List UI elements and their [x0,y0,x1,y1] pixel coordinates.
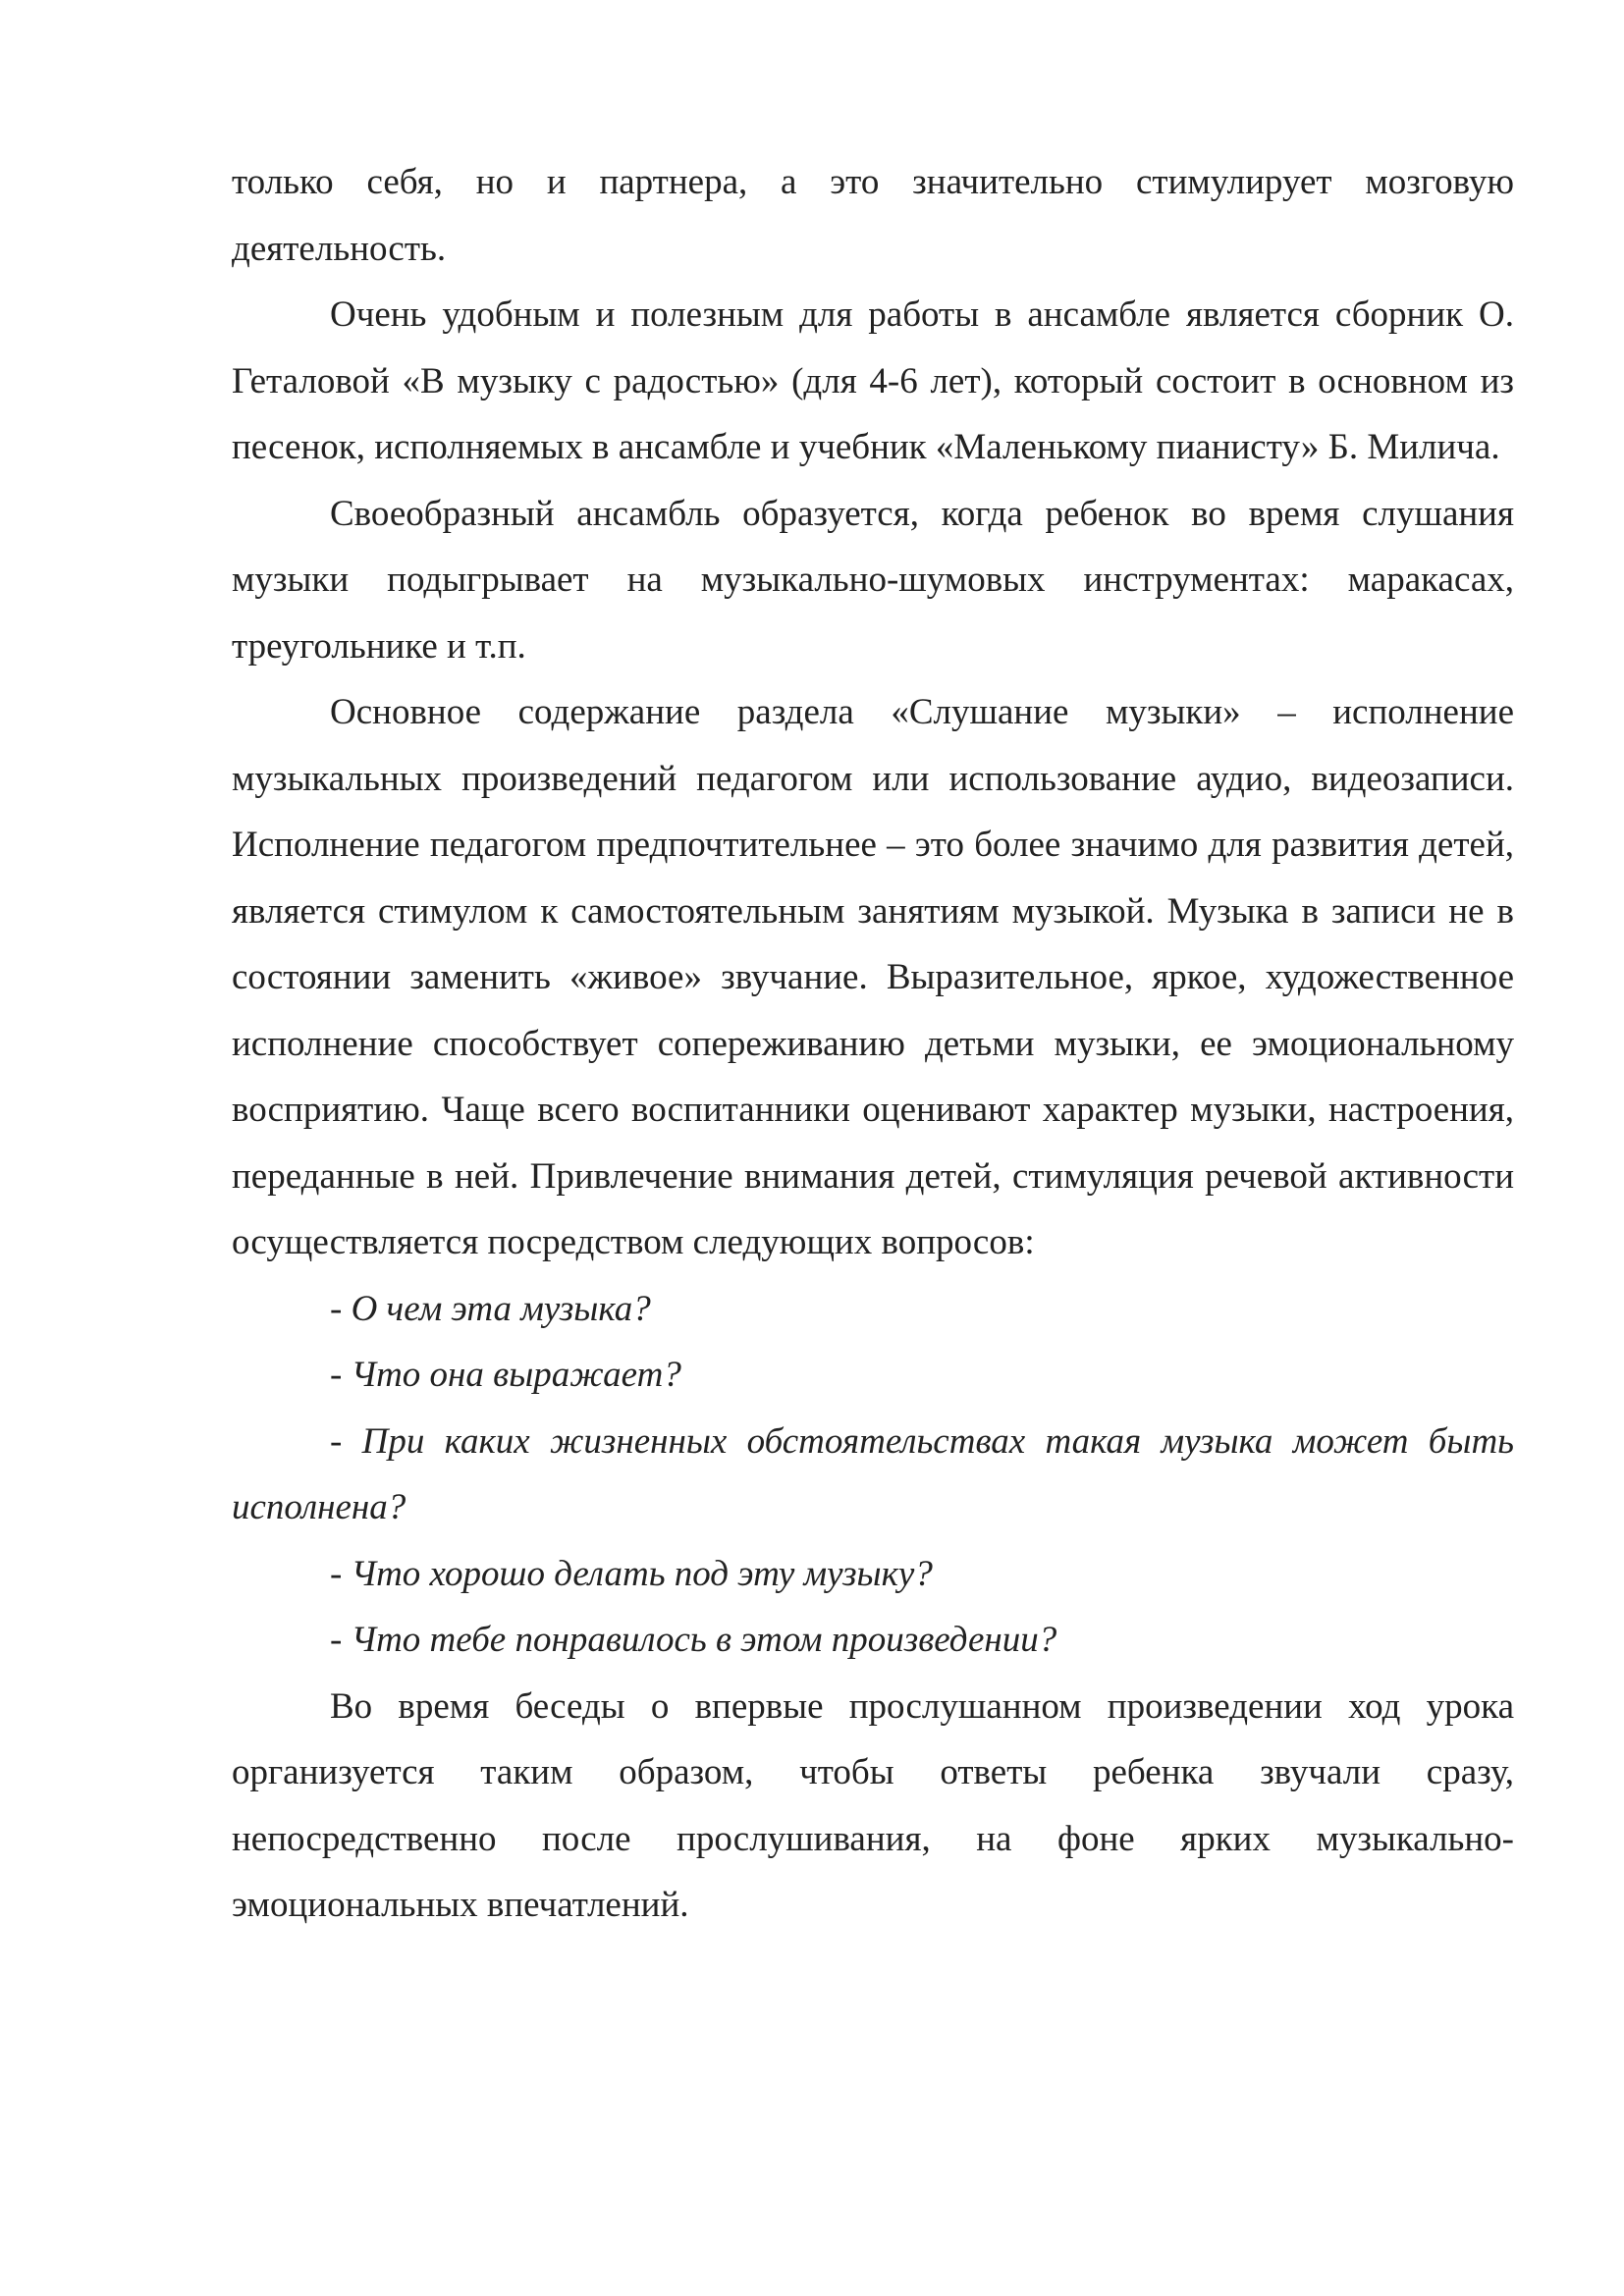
paragraph-closing: Во время беседы о впервые прослушанном произведении ход урока организуется таким образом, чтобы ответы ребенка звучали сразу, непосредственно после прослушивания, на фоне ярких музыкально-эмоциональных впечатлений. [232,1685,1514,1925]
paragraph-continuation: только себя, но и партнера, а это значительно стимулирует мозговую деятельность. [232,162,1514,269]
paragraph-ensemble-collection: Очень удобным и полезным для работы в ансамбле является сборник О. Геталовой «В музыку с радостью» (для 4-6 лет), который состоит в основном из песенок, исполняемых в ансамбле и учебник «Маленькому пианисту» Б. Милича. [232,294,1514,467]
paragraph-listening-section: Основное содержание раздела «Слушание музыки» – исполнение музыкальных произведений педагогом или использование аудио, видеозаписи. Исполнение педагогом предпочтительнее – это более значимо для развития детей, является стимулом к самостоятельным занятиям музыкой. Музыка в записи не в состоянии заменить «живое» звучание. Выразительное, яркое, художественное исполнение способствует сопереживанию детьми музыки, ее эмоциональному восприятию. Чаще всего воспитанники оценивают характер музыки, настроения, переданные в ней. Привлечение внимания детей, стимуляция речевой активности осуществляется посредством следующих вопросов: [232,692,1514,1262]
paragraph-noise-instruments: Своеобразный ансамбль образуется, когда ребенок во время слушания музыки подыгрывает на музыкально-шумовых инструментах: маракасах, треугольнике и т.п. [232,493,1514,667]
question-item: - Что она выражает? [330,1355,681,1395]
body-text [232,149,1514,1939]
question-item: - О чем эта музыка? [330,1288,651,1329]
question-item: - Что тебе понравилось в этом произведении? [330,1620,1057,1660]
question-item: - При каких жизненных обстоятельствах такая музыка может быть исполнена? [232,1420,1514,1527]
question-item: - Что хорошо делать под эту музыку? [330,1553,933,1594]
